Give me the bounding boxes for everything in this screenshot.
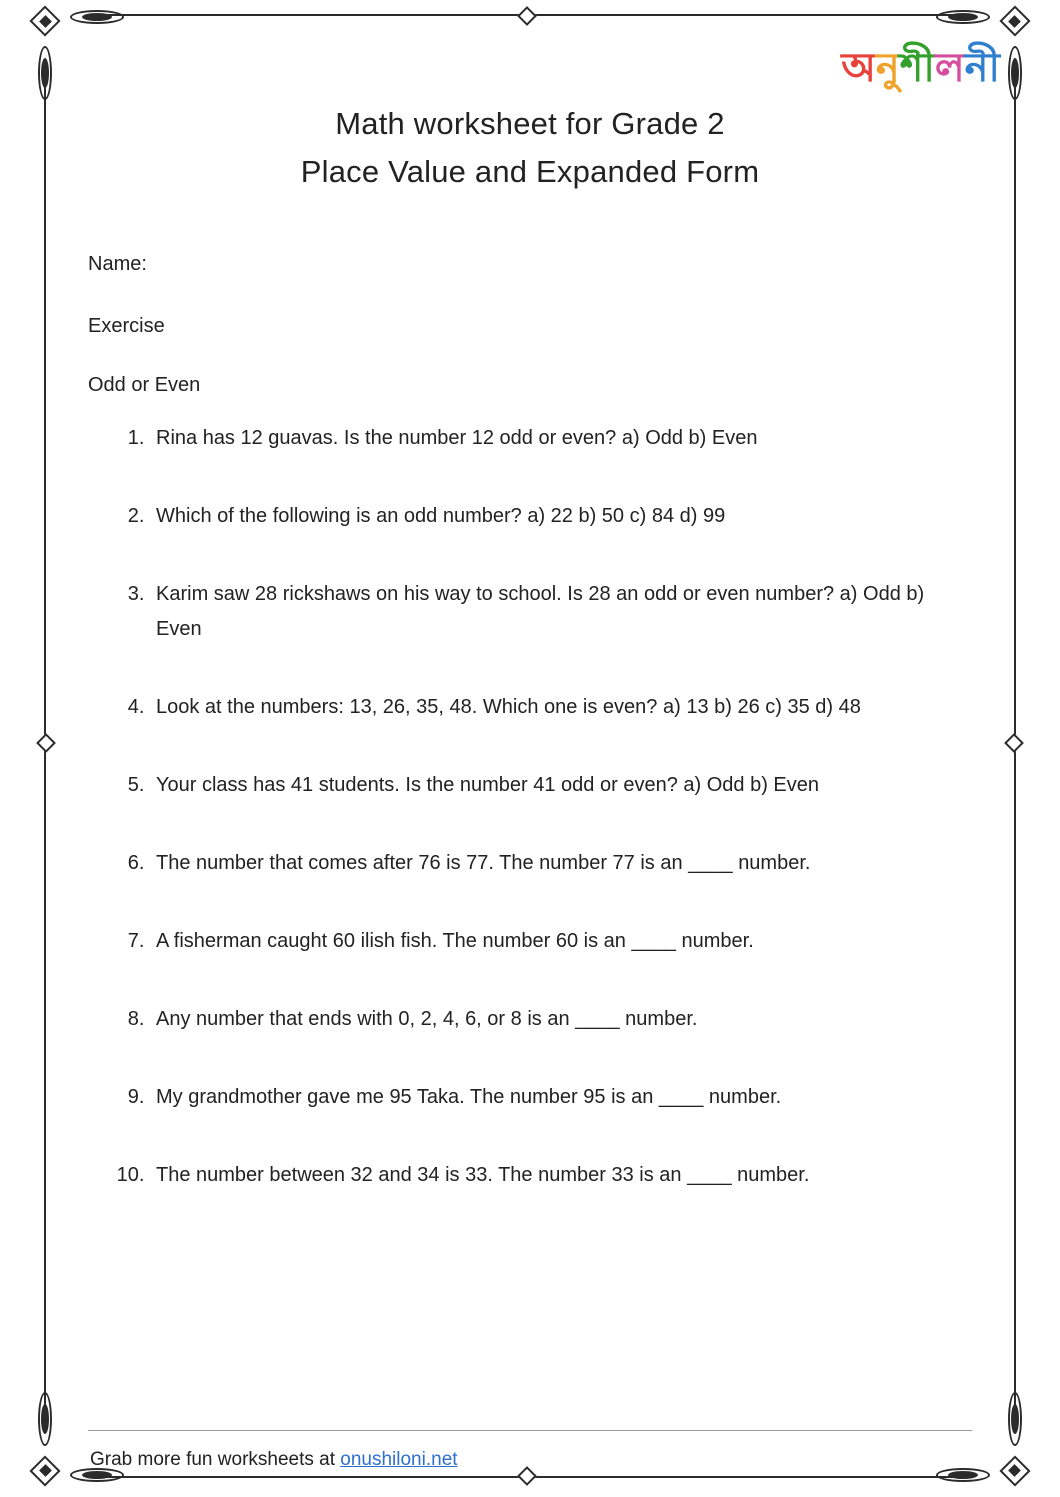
list-item: 6. The number that comes after 76 is 77. The number 77 is an ____ number. — [150, 846, 972, 881]
list-item: 10. The number between 32 and 34 is 33. The number 33 is an ____ number. — [150, 1158, 972, 1193]
list-item: 2. Which of the following is an odd number? a) 22 b) 50 c) 84 d) 99 — [150, 499, 972, 534]
footer — [90, 1449, 458, 1471]
list-item: 3. Karim saw 28 rickshaws on his way to school. Is 28 an odd or even number? a) Odd b) Even — [150, 577, 972, 647]
logo-letter: নু — [875, 45, 900, 91]
page-title — [88, 100, 972, 196]
edge-ornament-left — [37, 686, 55, 806]
section-heading: Odd or Even — [88, 374, 201, 397]
logo-letter: শী — [899, 45, 935, 91]
footer-website-link[interactable]: onushiloni.net — [340, 1449, 458, 1470]
title-line-1: Math worksheet for Grade 2 — [335, 106, 725, 141]
edge-ornament-bottom — [470, 1467, 590, 1485]
list-item: 9. My grandmother gave me 95 Taka. The number 95 is an ____ number. — [150, 1080, 972, 1115]
logo-letter: ল — [934, 45, 965, 91]
list-item: 8. Any number that ends with 0, 2, 4, 6, or 8 is an ____ number. — [150, 1002, 972, 1037]
corner-ornament-bottom-right — [910, 1366, 1030, 1486]
footer-text: Grab more fun worksheets at — [90, 1449, 341, 1470]
list-item: 5. Your class has 41 students. Is the number 41 odd or even? a) Odd b) Even — [150, 768, 972, 803]
edge-ornament-top — [470, 7, 590, 25]
list-item: 7. A fisherman caught 60 ilish fish. The number 60 is an ____ number. — [150, 924, 972, 959]
list-item: 1. Rina has 12 guavas. Is the number 12 odd or even? a) Odd b) Even — [150, 421, 972, 456]
title-line-2: Place Value and Expanded Form — [300, 154, 760, 190]
name-field-label: Name: — [88, 253, 147, 276]
onushiloni-logo — [841, 36, 1000, 103]
worksheet-content — [88, 100, 972, 1236]
edge-ornament-right — [1005, 686, 1023, 806]
list-item: 4. Look at the numbers: 13, 26, 35, 48. Which one is even? a) 13 b) 26 c) 35 d) 48 — [150, 690, 972, 725]
logo-letter: নী — [964, 45, 1000, 91]
question-list — [88, 421, 972, 1193]
logo-letter: অ — [841, 45, 876, 91]
exercise-label: Exercise — [88, 315, 165, 338]
footer-divider — [88, 1430, 972, 1431]
